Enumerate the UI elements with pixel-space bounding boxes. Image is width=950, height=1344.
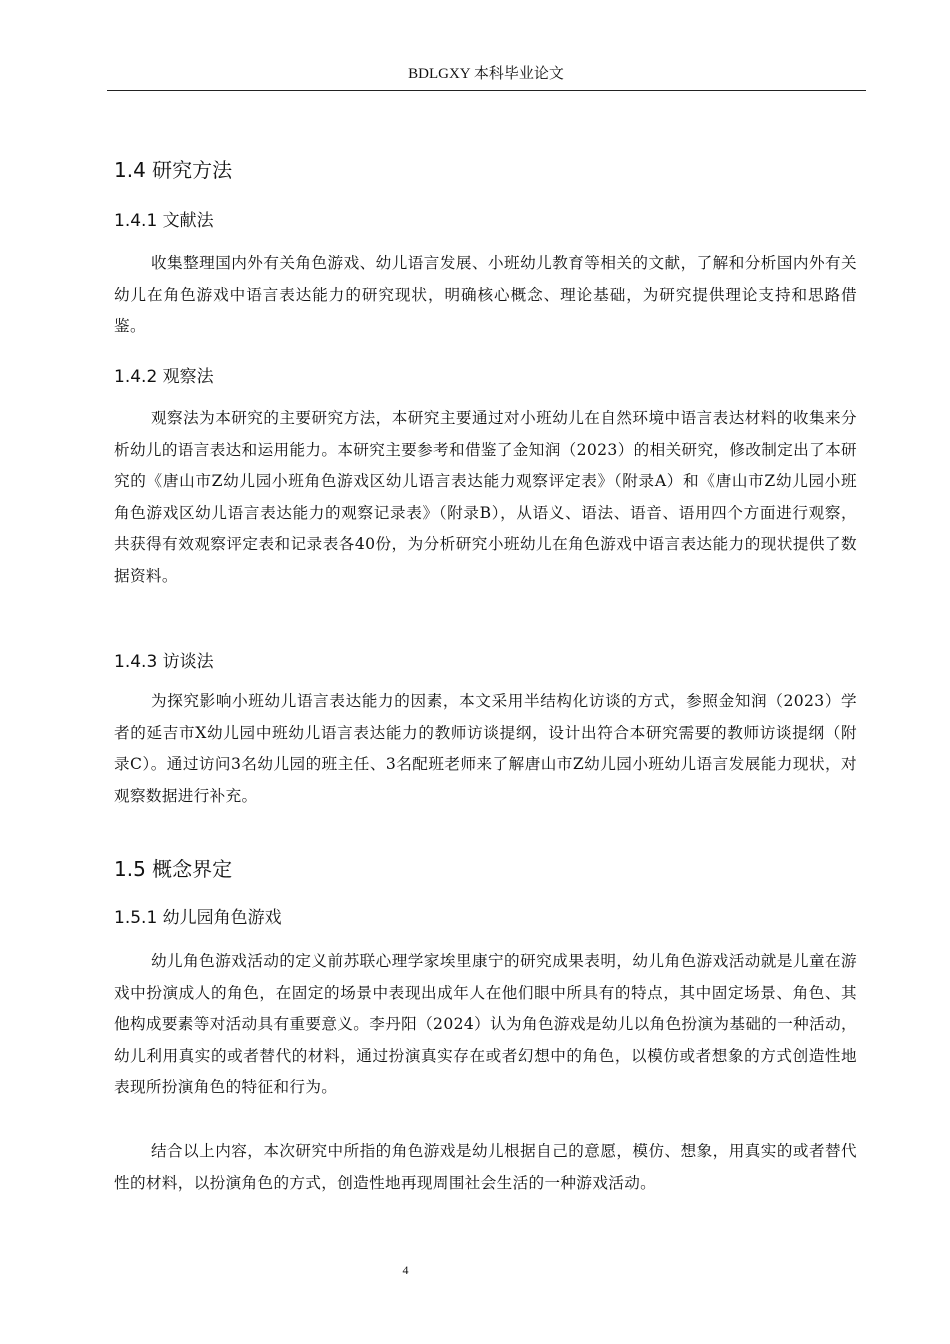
subsection-heading-1-4-3: 1.4.3 访谈法 [114, 652, 214, 672]
page-header: BDLGXY 本科毕业论文 [408, 66, 564, 82]
paragraph-observation-method: 观察法为本研究的主要研究方法，本研究主要通过对小班幼儿在自然环境中语言表达材料的收集来分析幼儿的语言表达和运用能力。本研究主要参考和借鉴了金知润（2023）的相关研究，修改制定出了本研究的《唐山市Z幼儿园小班角色游戏区幼儿语言表达能力观察评定表》（附录A）和《唐山市Z幼儿园小班角色游戏区幼儿语言表达能力的观察记录表》（附录B），从语义、语法、语音、语用四个方面进行观察，共获得有效观察评定表和记录表各40份，为分析研究小班幼儿在角色游戏中语言表达能力的现状提供了数据资料。 [114, 409, 857, 585]
header-divider [107, 90, 866, 91]
paragraph-literature-method: 收集整理国内外有关角色游戏、幼儿语言发展、小班幼儿教育等相关的文献，了解和分析国内外有关幼儿在角色游戏中语言表达能力的研究现状，明确核心概念、理论基础，为研究提供理论支持和思路借鉴。 [114, 254, 857, 335]
section-heading-1-5: 1.5 概念界定 [114, 857, 233, 881]
paragraph-interview-method: 为探究影响小班幼儿语言表达能力的因素，本文采用半结构化访谈的方式，参照金知润（2023）学者的延吉市X幼儿园中班幼儿语言表达能力的教师访谈提纲，设计出符合本研究需要的教师访谈提纲（附录C）。通过访问3名幼儿园的班主任、3名配班老师来了解唐山市Z幼儿园小班幼儿语言发展能力现状，对观察数据进行补充。 [114, 692, 857, 805]
paragraph-role-play-definition: 幼儿角色游戏活动的定义前苏联心理学家埃里康宁的研究成果表明，幼儿角色游戏活动就是儿童在游戏中扮演成人的角色，在固定的场景中表现出成年人在他们眼中所具有的特点，其中固定场景、角色、其他构成要素等对活动具有重要意义。李丹阳（2024）认为角色游戏是幼儿以角色扮演为基础的一种活动，幼儿利用真实的或者替代的材料，通过扮演真实存在或者幻想中的角色，以模仿或者想象的方式创造性地表现所扮演角色的特征和行为。 [114, 952, 857, 1096]
subsection-heading-1-4-1: 1.4.1 文献法 [114, 211, 214, 231]
subsection-heading-1-5-1: 1.5.1 幼儿园角色游戏 [114, 908, 282, 928]
page-number: 4 [402, 1263, 409, 1277]
paragraph-role-play-summary: 结合以上内容，本次研究中所指的角色游戏是幼儿根据自己的意愿，模仿、想象，用真实的或者替代性的材料，以扮演角色的方式，创造性地再现周围社会生活的一种游戏活动。 [114, 1142, 857, 1192]
subsection-heading-1-4-2: 1.4.2 观察法 [114, 367, 214, 387]
section-heading-1-4: 1.4 研究方法 [114, 158, 233, 182]
